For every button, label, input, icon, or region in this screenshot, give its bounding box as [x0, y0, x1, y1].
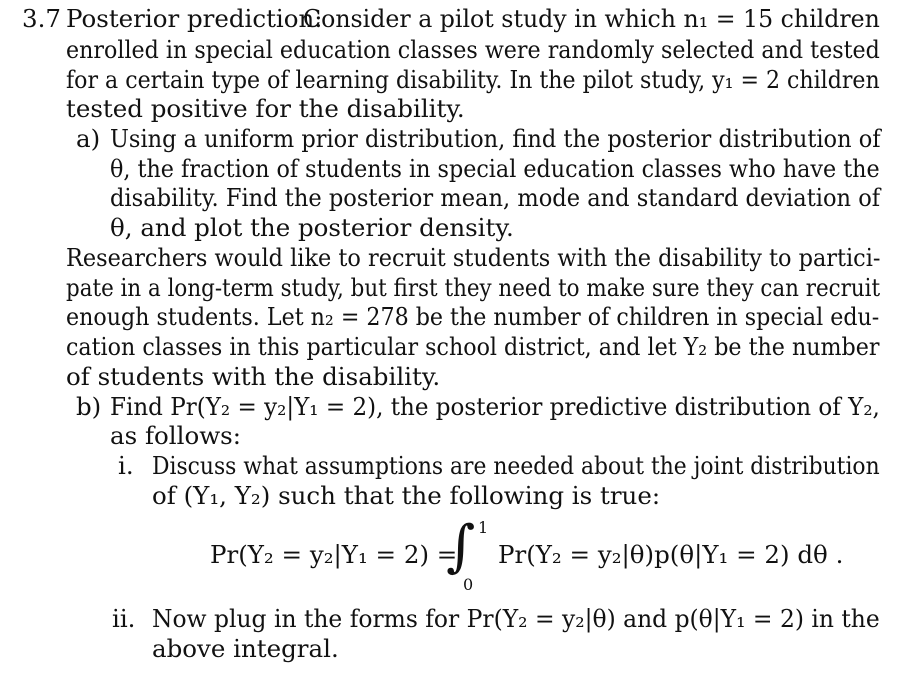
part-a-line: θ, the fraction of students in special education classes who have the [110, 154, 880, 183]
integral-sign: ∫ [446, 514, 476, 579]
middle-line: cation classes in this particular school district, and let Y₂ be the number [66, 332, 880, 361]
problem-number: 3.7 [22, 4, 61, 33]
part-a-line: θ, and plot the posterior density. [110, 213, 514, 242]
middle-line: enough students. Let n₂ = 278 be the number of children in special edu- [66, 302, 880, 331]
sub-ii-line: above integral. [152, 634, 339, 663]
sub-ii-label: ii. [112, 604, 136, 633]
part-a-line: Using a uniform prior distribution, find the posterior distribution of [110, 124, 881, 153]
sub-ii-line: Now plug in the forms for Pr(Y₂ = y₂|θ) and p(θ|Y₁ = 2) in the [152, 604, 880, 633]
sub-i-line: Discuss what assumptions are needed about the joint distribution [152, 451, 880, 480]
sub-i-label: i. [118, 451, 134, 480]
integral-lower-limit: 0 [463, 575, 474, 594]
middle-line: pate in a long-term study, but first they need to make sure they can recruit [66, 273, 881, 302]
middle-line: of students with the disability. [66, 362, 441, 391]
part-a-label: a) [76, 124, 101, 153]
integral-upper-limit: 1 [478, 518, 489, 537]
problem-title: Posterior prediction: [66, 4, 323, 33]
sub-i-line: of (Y₁, Y₂) such that the following is true: [152, 481, 661, 510]
part-b-label: b) [76, 392, 102, 421]
intro-line: for a certain type of learning disability. In the pilot study, y₁ = 2 children [66, 65, 880, 94]
intro-line: tested positive for the disability. [66, 94, 465, 123]
intro-line: enrolled in special education classes were randomly selected and tested [66, 35, 880, 64]
part-a-line: disability. Find the posterior mean, mode and standard deviation of [110, 183, 881, 212]
intro-line: Consider a pilot study in which n₁ = 15 children [303, 4, 880, 33]
equation-rhs: Pr(Y₂ = y₂|θ)p(θ|Y₁ = 2) dθ . [498, 540, 844, 569]
middle-line: Researchers would like to recruit students with the disability to partici- [66, 243, 881, 272]
part-b-line: as follows: [110, 421, 242, 450]
equation-lhs: Pr(Y₂ = y₂|Y₁ = 2) = [210, 540, 458, 569]
part-b-line: Find Pr(Y₂ = y₂|Y₁ = 2), the posterior predictive distribution of Y₂, [110, 392, 880, 421]
